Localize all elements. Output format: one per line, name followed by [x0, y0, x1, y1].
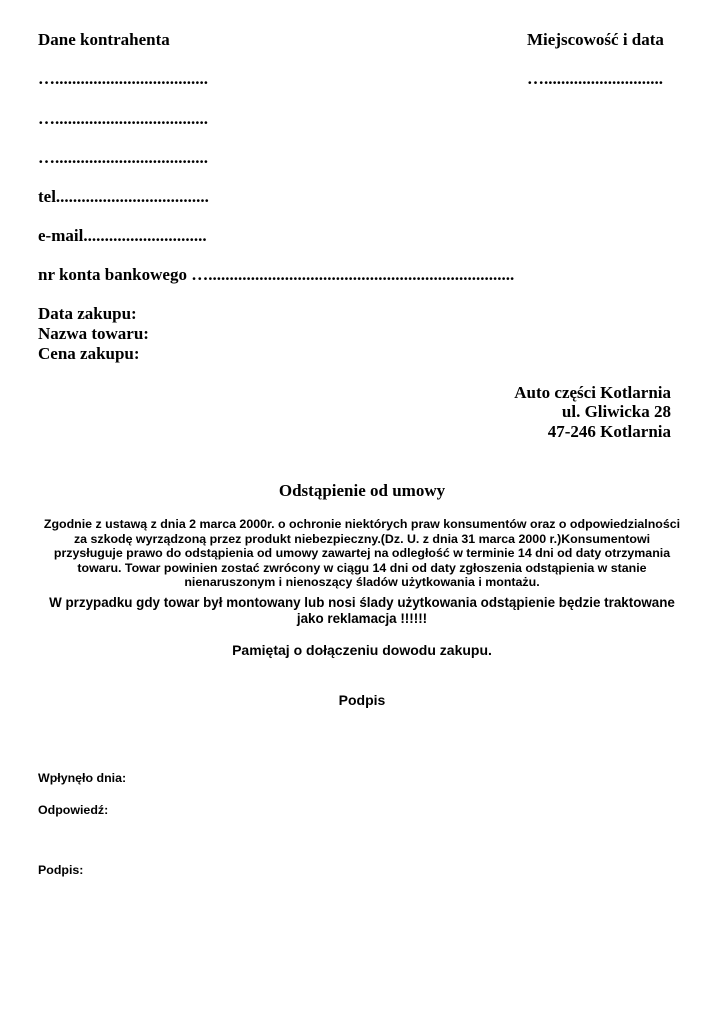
document-title: Odstąpienie od umowy: [278, 481, 446, 500]
warning-notice: [0, 595, 724, 626]
place-date-line[interactable]: …............................: [527, 69, 663, 88]
phone-line[interactable]: tel....................................: [38, 187, 209, 206]
bank-account-line[interactable]: nr konta bankowego …........................................................................: [38, 265, 515, 284]
sender-line-3[interactable]: …....................................: [38, 148, 208, 167]
proof-of-purchase-reminder: Pamiętaj o dołączeniu dowodu zakupu.: [232, 642, 492, 658]
place-date-heading: Miejscowość i data: [527, 30, 664, 49]
notice-line: towaru. Towar powinien zostać zwrócony w ciągu 14 dni od daty zgłoszenia odstąpienia w stanie: [77, 560, 647, 575]
office-signature-label: Podpis:: [38, 863, 84, 877]
email-line[interactable]: e-mail.............................: [38, 226, 207, 245]
notice-line: za szkodę wyrządzoną przez produkt niebezpieczny.(Dz. U. z dnia 31 marca 2000 r.)Konsumentowi: [73, 531, 651, 546]
purchase-date-label: Data zakupu:: [38, 304, 137, 323]
recipient-city: 47-246 Kotlarnia: [547, 422, 671, 441]
sender-line-1[interactable]: …....................................: [38, 69, 208, 88]
warning-line: W przypadku gdy towar był montowany lub nosi ślady użytkowania odstąpienie będzie traktowane: [49, 595, 675, 610]
item-name-label: Nazwa towaru:: [38, 324, 149, 343]
notice-line: Zgodnie z ustawą z dnia 2 marca 2000r. o ochronie niektórych praw konsumentów oraz o odpowiedzialności: [43, 517, 681, 531]
legal-notice: [0, 517, 724, 590]
signature-label: Podpis: [338, 692, 386, 708]
recipient-name: Auto części Kotlarnia: [514, 383, 671, 402]
response-label: Odpowiedź:: [38, 803, 109, 817]
notice-line: przysługuje prawo do odstąpienia od umowy zawartej na odległość w terminie 14 dni od daty otrzymania: [53, 546, 671, 560]
recipient-street: ul. Gliwicka 28: [561, 402, 671, 421]
sender-heading: Dane kontrahenta: [38, 30, 170, 49]
notice-line: nienaruszonym i nienoszący śladów użytkowania i montażu.: [184, 575, 540, 589]
purchase-price-label: Cena zakupu:: [38, 344, 140, 363]
sender-line-2[interactable]: …....................................: [38, 109, 208, 128]
warning-line: jako reklamacja !!!!!!: [296, 610, 428, 626]
received-date-label: Wpłynęło dnia:: [38, 771, 127, 785]
